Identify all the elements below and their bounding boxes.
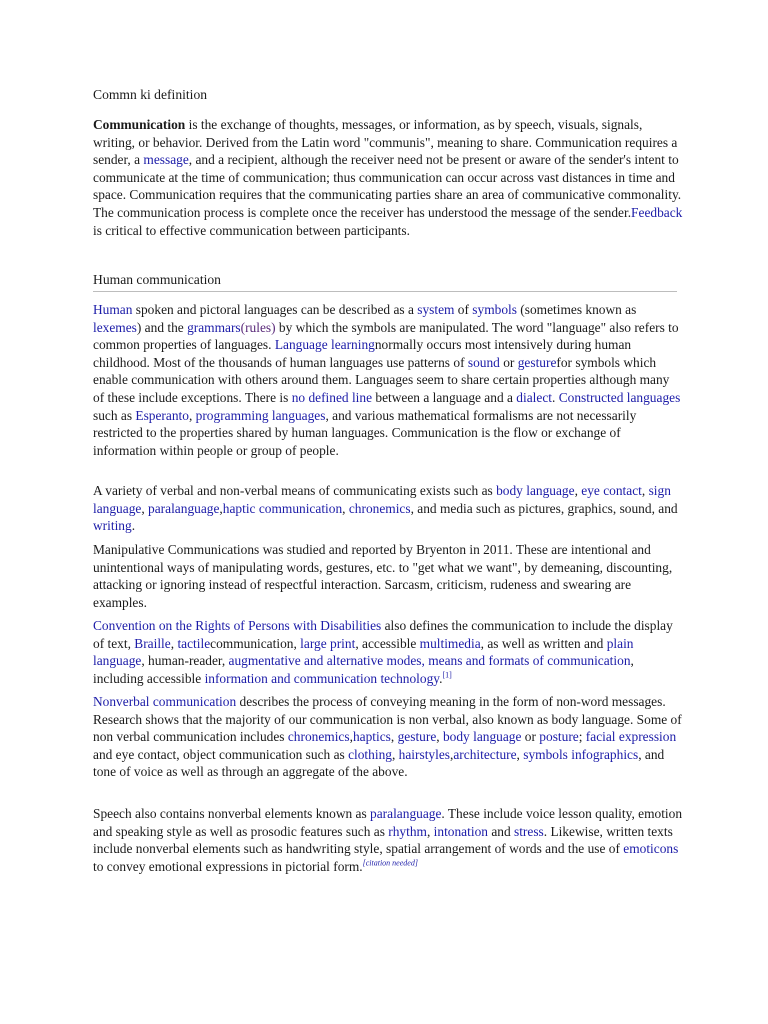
link-emoticons[interactable]: emoticons	[623, 841, 679, 857]
link-constructed-languages[interactable]: Constructed languages	[558, 389, 681, 405]
text-run: ,	[391, 746, 399, 762]
link-feedback[interactable]: Feedback	[631, 204, 683, 220]
link-convention[interactable]: Convention on the Rights of Persons with Disabilities	[93, 618, 382, 633]
link-haptic-communication[interactable]: haptic communication	[222, 500, 343, 516]
paragraph-nonverbal-communication	[93, 693, 683, 781]
paragraph-speech-nonverbal	[93, 805, 683, 875]
reference-superscript	[442, 670, 451, 679]
document-title: Commn ki definition	[93, 87, 208, 102]
citation-needed-superscript	[363, 858, 418, 867]
reference-link[interactable]: [1]	[442, 670, 452, 680]
section-heading-human-communication: Human communication	[93, 272, 221, 287]
text-run: for symbols which enable communication with others around them. Languages seem to share certain properties although many of these include exceptions. There is	[93, 354, 670, 405]
link-esperanto[interactable]: Esperanto	[135, 407, 189, 423]
link-sound[interactable]: sound	[467, 354, 500, 370]
link-grammars[interactable]: grammars	[187, 319, 241, 335]
link-gesture[interactable]: gesture	[517, 354, 557, 370]
text-run: ,	[188, 407, 196, 423]
citation-needed-link[interactable]	[363, 858, 418, 867]
text-run: such as	[93, 407, 136, 423]
paragraph-verbal-nonverbal	[93, 482, 683, 535]
text-run: ,	[436, 729, 443, 745]
link-paralanguage-2[interactable]: paralanguage	[370, 806, 442, 821]
link-chronemics-2[interactable]: chronemics	[287, 729, 350, 745]
citation-needed-text: [citation needed]	[362, 858, 418, 868]
paragraph-manipulative-communications: Manipulative Communications was studied and reported by Bryenton in 2011. These are intentional and unintentional ways of manipulating words, gestures, etc. to "get what we want", by demeaning, discounting, attacking or ignoring instead of respectful interaction. Sarcasm, criticism, rudeness and swearing are examples.	[93, 542, 673, 610]
link-information-communication-technology[interactable]: information and communication technology	[204, 670, 440, 686]
link-braille[interactable]: Braille	[134, 635, 171, 651]
text-run: , as well as written and	[480, 635, 607, 651]
text-run: ,	[342, 500, 349, 516]
link-programming-languages[interactable]: programming languages	[195, 407, 326, 423]
link-plain-language[interactable]: plain language	[93, 635, 634, 669]
link-system[interactable]: system	[417, 302, 455, 317]
text-run: . Likewise, written texts include nonverbal elements such as handwriting style, spatial arrangement of words and the use of	[93, 823, 673, 857]
text-run: spoken and pictoral languages can be described as a	[132, 302, 418, 317]
text-run: is the exchange of thoughts, messages, or information, as by speech, visuals, signals, writing, or behavior. Derived from the Latin word "communis", meaning to share. Communication requires a sender, a	[93, 117, 678, 168]
text-run: by which the symbols are manipulated. The word "language" also refers to common properties of languages.	[93, 319, 679, 353]
text-run: and eye contact, object communication such as	[93, 746, 349, 762]
link-dialect[interactable]: dialect	[516, 389, 552, 405]
text-run: is critical to effective communication between participants.	[93, 222, 410, 238]
text-run: or	[521, 729, 540, 745]
link-clothing[interactable]: clothing	[348, 746, 392, 762]
text-run: (sometimes known as	[516, 302, 637, 317]
text-run: and	[487, 823, 514, 839]
text-run: ,	[574, 483, 582, 498]
section-divider	[93, 291, 677, 292]
text-run: ,	[219, 500, 223, 516]
text-run: ,	[641, 483, 649, 498]
text-run: ,	[450, 746, 454, 762]
text-run: ,	[349, 729, 353, 745]
link-large-print[interactable]: large print	[300, 635, 356, 651]
text-run: , human-reader,	[141, 653, 229, 669]
intro-paragraph	[93, 116, 683, 239]
link-architecture[interactable]: architecture	[453, 746, 517, 762]
text-run: Speech also contains nonverbal elements known as	[93, 806, 371, 821]
link-symbols-2[interactable]: symbols	[523, 746, 568, 762]
link-intonation[interactable]: intonation	[433, 823, 488, 839]
text-run: of	[454, 302, 473, 317]
link-chronemics[interactable]: chronemics	[348, 500, 411, 516]
link-body-language[interactable]: body language	[496, 483, 575, 498]
text-run: describes the process of conveying meaning in the form of non-word messages. Research shows that the majority of our communication is non verbal, also known as body language. Some of non verbal communication includes	[93, 694, 682, 745]
link-nonverbal-communication[interactable]: Nonverbal communication	[93, 694, 237, 709]
link-rhythm[interactable]: rhythm	[388, 823, 427, 839]
link-symbols[interactable]: symbols	[472, 302, 517, 317]
link-infographics[interactable]: infographics	[571, 746, 639, 762]
term-communication: Communication	[93, 117, 186, 132]
text-run: or	[499, 354, 518, 370]
link-tactile[interactable]: tactile	[177, 635, 211, 651]
paragraph-convention	[93, 617, 683, 687]
link-paralanguage[interactable]: paralanguage	[148, 500, 220, 516]
text-run: between a language and a	[372, 389, 517, 405]
text-run: , and various mathematical formalisms are not necessarily restricted to the properties shared by human languages. Communication is the flow or exchange of information within people or group of people.	[93, 407, 637, 458]
text-run: , accessible	[355, 635, 420, 651]
text-run: , and media such as pictures, graphics, sound, and	[410, 500, 678, 516]
link-stress[interactable]: stress	[514, 823, 544, 839]
link-lexemes[interactable]: lexemes	[93, 319, 137, 335]
link-eye-contact[interactable]: eye contact	[581, 483, 642, 498]
link-posture[interactable]: posture	[539, 729, 579, 745]
link-writing[interactable]: writing	[93, 518, 132, 534]
link-facial-expression[interactable]: facial expression	[585, 729, 677, 745]
link-multimedia[interactable]: multimedia	[419, 635, 481, 651]
text-run: , including accessible	[93, 653, 634, 686]
text-run: ,	[516, 746, 524, 762]
text-run: .	[131, 518, 136, 534]
text-run: , and tone of voice as well as through an aggregate of the above.	[93, 746, 665, 780]
text-run: to convey emotional expressions in pictorial form.	[93, 858, 363, 874]
text-run: A variety of verbal and non-verbal means of communicating exists such as	[93, 483, 497, 498]
text-run: ,	[426, 823, 434, 839]
paragraph-languages	[93, 301, 683, 459]
link-message[interactable]: message	[143, 152, 189, 168]
text-run: communication,	[210, 635, 301, 651]
link-body-language-2[interactable]: body language	[442, 729, 522, 745]
text-run: . These include voice lesson quality, emotion and speaking style as well as prosodic features such as	[93, 806, 683, 839]
text-run: ,	[390, 729, 398, 745]
text-run: also defines the communication to include the display of text,	[93, 618, 673, 651]
link-sign-language[interactable]: sign language	[93, 483, 671, 516]
text-run: ) and the	[136, 319, 188, 335]
text-run: ,	[170, 635, 178, 651]
link-rules[interactable]: (rules)	[240, 319, 276, 335]
link-gesture-2[interactable]: gesture	[397, 729, 437, 745]
text-run: ,	[141, 500, 149, 516]
link-augmentative-alternative[interactable]: augmentative and alternative modes, means and formats of communication	[228, 653, 631, 669]
link-language-learning[interactable]: Language learning	[274, 337, 375, 353]
text-run: , and a recipient, although the receiver need not be present or aware of the sender's intent to communicate at the time of communication; thus communication can occur across vast distances in time and space. Communication requires that the communicating parties share an area of communicative commonality. The communication process is complete once the receiver has understood the message of the sender.	[93, 152, 682, 220]
link-human[interactable]: Human	[93, 302, 133, 317]
text-run: .	[439, 670, 443, 686]
text-run: ;	[578, 729, 586, 745]
link-hairstyles[interactable]: hairstyles	[398, 746, 450, 762]
text-run: .	[551, 389, 559, 405]
text-run: normally occurs most intensively during human childhood. Most of the thousands of human languages use patterns of	[93, 337, 632, 370]
link-no-defined-line[interactable]: no defined line	[291, 389, 373, 405]
link-haptics[interactable]: haptics	[352, 729, 391, 745]
